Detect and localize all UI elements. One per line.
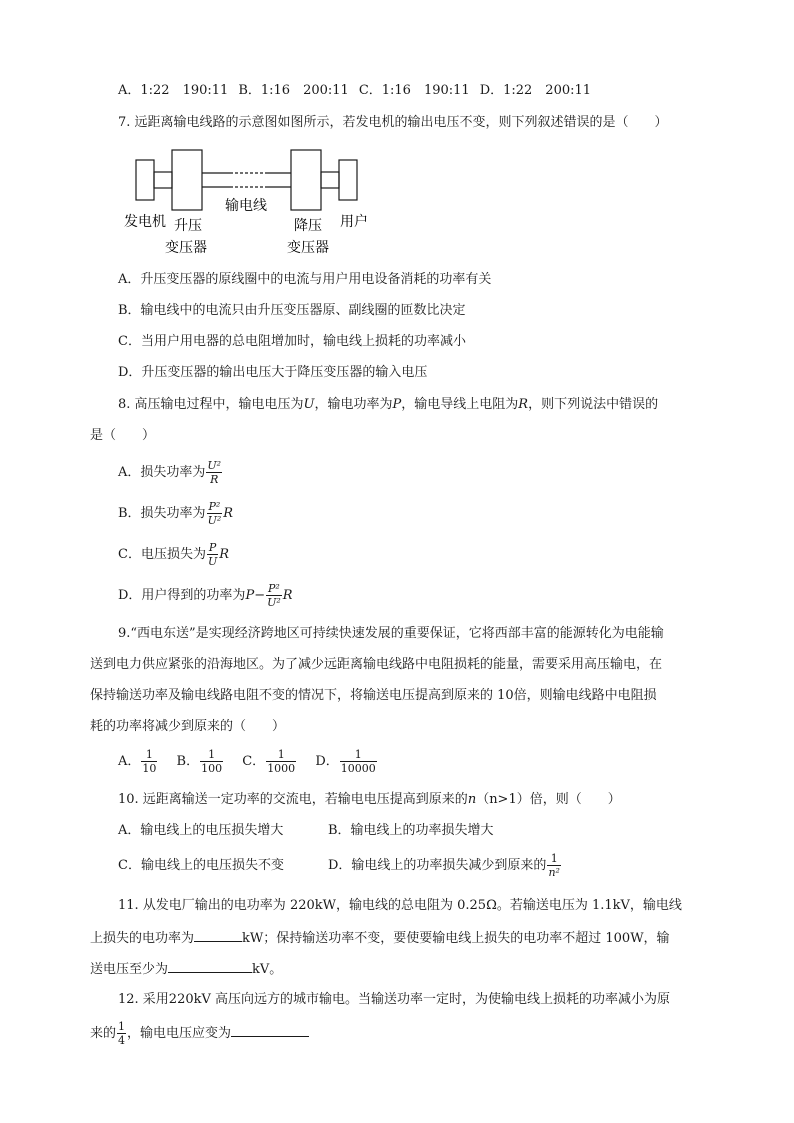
symbol-u: U: [303, 397, 315, 412]
q9-line-1: 9.“西电东送”是实现经济跨地区可持续快速发展的重要保证，它将西部丰富的能源转化为电能输: [118, 626, 664, 641]
q6-option-a: A．1:22 190:11: [118, 83, 229, 98]
q6-option-d: D．1:22 200:11: [479, 83, 592, 98]
user-box: [339, 160, 357, 200]
fraction-p2-over-u2: $\frac{\text{P²}}{\text{U²}}$: [207, 500, 222, 527]
q9-option-b: B． $\frac{1}{100}$: [176, 748, 223, 775]
q11-line-1: 11. 从发电厂输出的电功率为 220kW，输电线的总电阻为 0.25Ω。若输送电压为 1.1kV，输电线: [118, 898, 682, 913]
q10-option-d: D．输电线上的功率损失减少到原来的 $\frac{1}{\text{n²}}$: [328, 852, 560, 879]
q11-line-3: 送电压至少为 kV。: [90, 959, 282, 979]
generator-coupling: [154, 172, 172, 188]
q7-option-b: B．输电线中的电流只由升压变压器原、副线圈的匝数比决定: [118, 303, 466, 318]
label-transmission-line: 输电线: [225, 198, 267, 214]
q11-answer-blank-1[interactable]: [194, 928, 242, 942]
q8-option-c: C．电压损失为 $\frac{P}{U}$ R: [118, 541, 230, 568]
power-transmission-diagram: [118, 146, 398, 261]
q12-answer-blank[interactable]: [231, 1023, 309, 1037]
q9-option-c: C． $\frac{1}{1000}$: [242, 748, 296, 775]
q7-option-a: A．升压变压器的原线圈中的电流与用户用电设备消耗的功率有关: [118, 272, 492, 287]
label-user: 用户: [340, 214, 368, 230]
q8-option-d: D．用户得到的功率为P− $\frac{\text{P²}}{\text{U²}}$ R: [118, 582, 293, 609]
label-step-up-2: 变压器: [165, 240, 207, 256]
fraction-1-over-n2: $\frac{1}{\text{n²}}$: [548, 852, 560, 879]
q8-stem: 8. 高压输电过程中，输电电压为U，输电功率为P，输电导线上电阻为R，则下列说法中错误的: [118, 397, 659, 412]
q9-line-2: 送到电力供应紧张的沿海地区。为了减少远距离输电线路中电阻损耗的能量，需要采用高压输电，在: [90, 657, 663, 672]
q6-option-c: C．1:16 190:11: [358, 83, 470, 98]
symbol-p: P: [392, 397, 402, 412]
q10-option-b: B．输电线上的功率损失增大: [328, 823, 494, 838]
q7-option-d: D．升压变压器的输出电压大于降压变压器的输入电压: [118, 365, 428, 380]
step-down-transformer-box: [291, 150, 321, 210]
q10-options-row2: [118, 851, 562, 881]
q6-options: [118, 82, 601, 100]
label-step-down-1: 降压: [294, 218, 322, 234]
q9-option-d: D． $\frac{1}{10000}$: [315, 748, 376, 775]
step-up-transformer-box: [172, 150, 202, 210]
q12-line-2: 来的 $\frac{1}{4}$ ，输电电压应变为: [90, 1018, 309, 1050]
fraction-1-over-4: $\frac{1}{4}$: [118, 1020, 126, 1047]
label-step-down-2: 变压器: [287, 240, 329, 256]
q11-answer-blank-2[interactable]: [168, 959, 252, 973]
user-coupling: [321, 172, 339, 188]
q10-option-c: C．输电线上的电压损失不变: [118, 858, 284, 873]
q9-options: [118, 746, 378, 778]
q12-line-1: 12. 采用220kV 高压向远方的城市输电。当输送功率一定时，为使输电线上损耗的功率减小为原: [118, 992, 671, 1007]
q7-option-c: C．当用户用电器的总电阻增加时，输电线上损耗的功率减小: [118, 334, 466, 349]
fraction-u2-over-r: $\frac{\text{U²}}{R}$: [207, 459, 222, 486]
q10-stem: 10. 远距离输送一定功率的交流电，若输电电压提高到原来的n（n>1）倍，则（ ）: [118, 792, 621, 807]
q9-line-4: 耗的功率将减少到原来的（ ）: [90, 719, 286, 734]
fraction-p-over-u: $\frac{P}{U}$: [207, 541, 218, 568]
q8-option-a: A．损失功率为 $\frac{\text{U²}}{R}$: [118, 459, 222, 486]
q6-option-b: B．1:16 200:11: [238, 83, 349, 98]
q10-options-row1: [118, 822, 494, 840]
q9-option-a: A． $\frac{1}{10}$: [118, 748, 157, 775]
label-generator: 发电机: [124, 214, 166, 230]
fraction-p2-over-u2-d: $\frac{\text{P²}}{\text{U²}}$: [267, 582, 281, 609]
q7-stem: 7. 远距离输电线路的示意图如图所示，若发电机的输出电压不变，则下列叙述错误的是（ ）: [118, 115, 668, 130]
q11-line-2: 上损失的电功率为 kW；保持输送功率不变，要使要输电线上损失的电功率不超过 100W，输: [90, 928, 670, 948]
q10-option-a: A．输电线上的电压损失增大: [118, 823, 284, 838]
symbol-r: R: [518, 397, 529, 412]
q8-stem-line2: 是（ ）: [90, 428, 156, 443]
generator-box: [136, 160, 154, 200]
q9-line-3: 保持输送功率及输电线路电阻不变的情况下，将输送电压提高到原来的 10倍，则输电线路中电阻损: [90, 688, 657, 703]
label-step-up-1: 升压: [174, 218, 202, 234]
q8-option-b: B．损失功率为 $\frac{\text{P²}}{\text{U²}}$ R: [118, 500, 234, 527]
